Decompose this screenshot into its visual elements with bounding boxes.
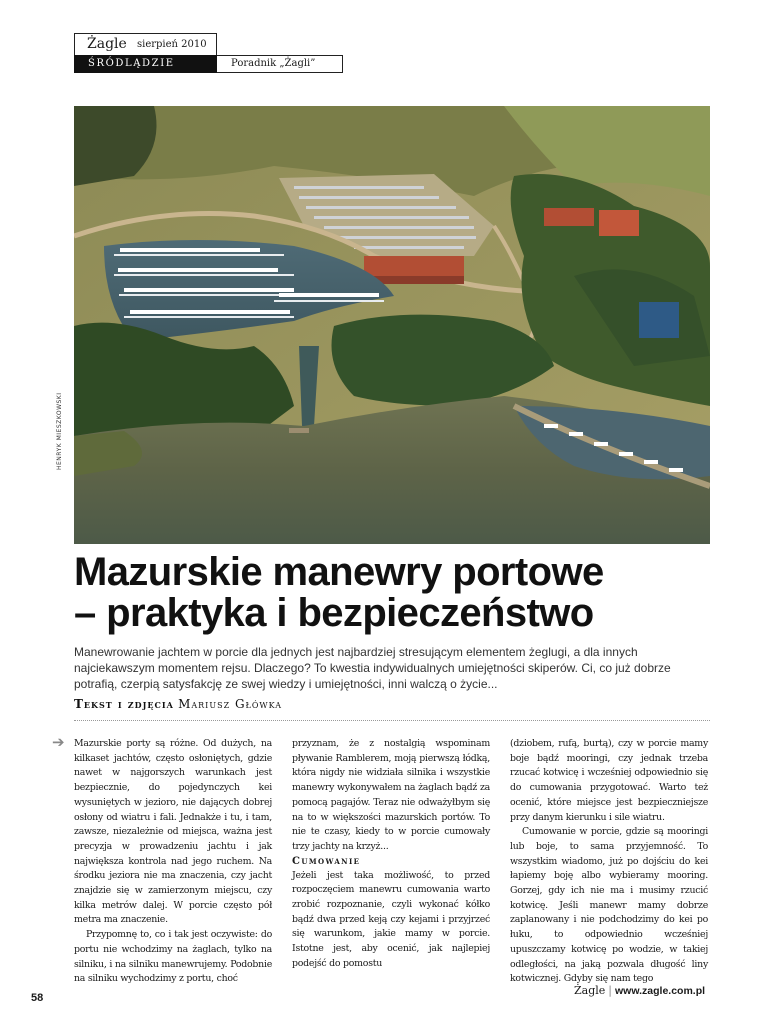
paragraph: Mazurskie porty są różne. Od dużych, na kilkaset jachtów, często osłoniętych, gdzie nawet w najgorszych warunkach jest bezpiecznie, do pojedynczych kei wysuniętych w jezioro, nie dających dobrej osłony od wiatru i fali. Jednakże i tu, i tam, zawsze, niezależnie od miejsca, ważna jest precyzja w prowadzeniu jachtu i jak największa kontrola nad jego ruchem. Na środku jeziora nie ma znaczenia, czy jacht znajdzie się w zamierzonym miejscu, czy kilka metrów dalej. W porcie często pół metra ma znaczenie. xyxy=(74,738,272,926)
footer-brand: Żagle xyxy=(574,984,606,997)
masthead xyxy=(74,33,343,73)
aerial-harbor-photo xyxy=(74,106,710,544)
article-lead: Manewrowanie jachtem w porcie dla jednych jest najbardziej stresującym elementem żeglugi, a dla innych najciekawszym momentem rejsu. Dlaczego? To kwestia indywidualnych umiejętności skiperów. Ci, co już dobrze potrafią, czerpią satysfakcję ze swej wiedzy i umiejętności, inni walczą o życie... xyxy=(74,645,671,691)
arrow-right-icon: ➔ xyxy=(52,733,65,751)
paragraph: (dziobem, rufą, burtą), czy w porcie mamy boje bądź mooringi, czy jednak trzeba rzucać kotwicę i wcześniej odpowiednio się do cumowania przygotować. Warto też ocenić, które miejsce jest bezpieczniejsze przy danym kierunku i sile wiatru. xyxy=(510,738,708,823)
title-line-1: Mazurskie manewry portowe xyxy=(74,550,604,594)
body-column-1 xyxy=(74,737,272,987)
guide-label: Poradnik „Żagli” xyxy=(217,55,343,73)
paragraph: Przypomnę to, co i tak jest oczywiste: do portu nie wchodzimy na żaglach, tylko na silniku, i na silniku manewrujemy. Podobnie na silniku wychodzimy z portu, choć xyxy=(74,929,272,985)
byline xyxy=(74,697,282,711)
byline-author: Mariusz Główka xyxy=(178,697,283,711)
page-number: 58 xyxy=(31,992,44,1004)
section-subhead: Cumowanie xyxy=(292,855,361,867)
body-column-2 xyxy=(292,737,490,972)
footer xyxy=(574,984,705,997)
divider xyxy=(74,720,710,721)
article-title xyxy=(74,552,714,634)
photo-credit: HENRYK MIESZKOWSKI xyxy=(56,392,63,470)
magazine-name: Żagle xyxy=(87,36,127,52)
paragraph: Cumowanie w porcie, gdzie są mooringi lub boje, to sama przyjemność. To wszystkim wiadomo, już po dojściu do kei łapiemy boję albo wybieramy mooring. Gorzej, gdy ich nie ma i musimy rzucić kotwicę. Jeśli manewr mamy dobrze zaplanowany i nie podchodzimy do kei po łuku, to odpowiednio wcześniej upuszczamy kotwicę po wodzie, w takiej odległości, na jaką pozwala długość liny kotwicznej. Gdyby się nam tego xyxy=(510,826,708,985)
byline-label: Tekst i zdjęcia xyxy=(74,697,174,711)
title-line-2: – praktyka i bezpieczeństwo xyxy=(74,591,594,635)
footer-separator: | xyxy=(608,984,612,997)
paragraph: przyznam, że z nostalgią wspominam pływanie Ramblerem, moją pierwszą łódką, która nigdy nie widziała silnika i wszystkie manewry wykonywałem na żaglach bądź za pomocą pagajów. Teraz nie odważyłbym się na to w większości mazurskich portów. To nie te czasy, kiedy to w porcie cumowały trzy jachty na krzyż... xyxy=(292,738,490,852)
issue-date: sierpień 2010 xyxy=(137,39,207,50)
website-link[interactable]: www.zagle.com.pl xyxy=(615,985,706,997)
section-label: ŚRÓDLĄDZIE xyxy=(74,55,217,73)
paragraph: Jeżeli jest taka możliwość, to przed rozpoczęciem manewru cumowania warto zrobić rozpoznanie, czyli wykonać kółko bądź dwa przed keją czy kejami i przyjrzeć się warunkom, jakie mamy w porcie. Istotne jest, aby ocenić, jak najlepiej podejść do pomostu xyxy=(292,869,490,969)
body-column-3 xyxy=(510,737,708,987)
masthead-top-box xyxy=(74,33,217,55)
